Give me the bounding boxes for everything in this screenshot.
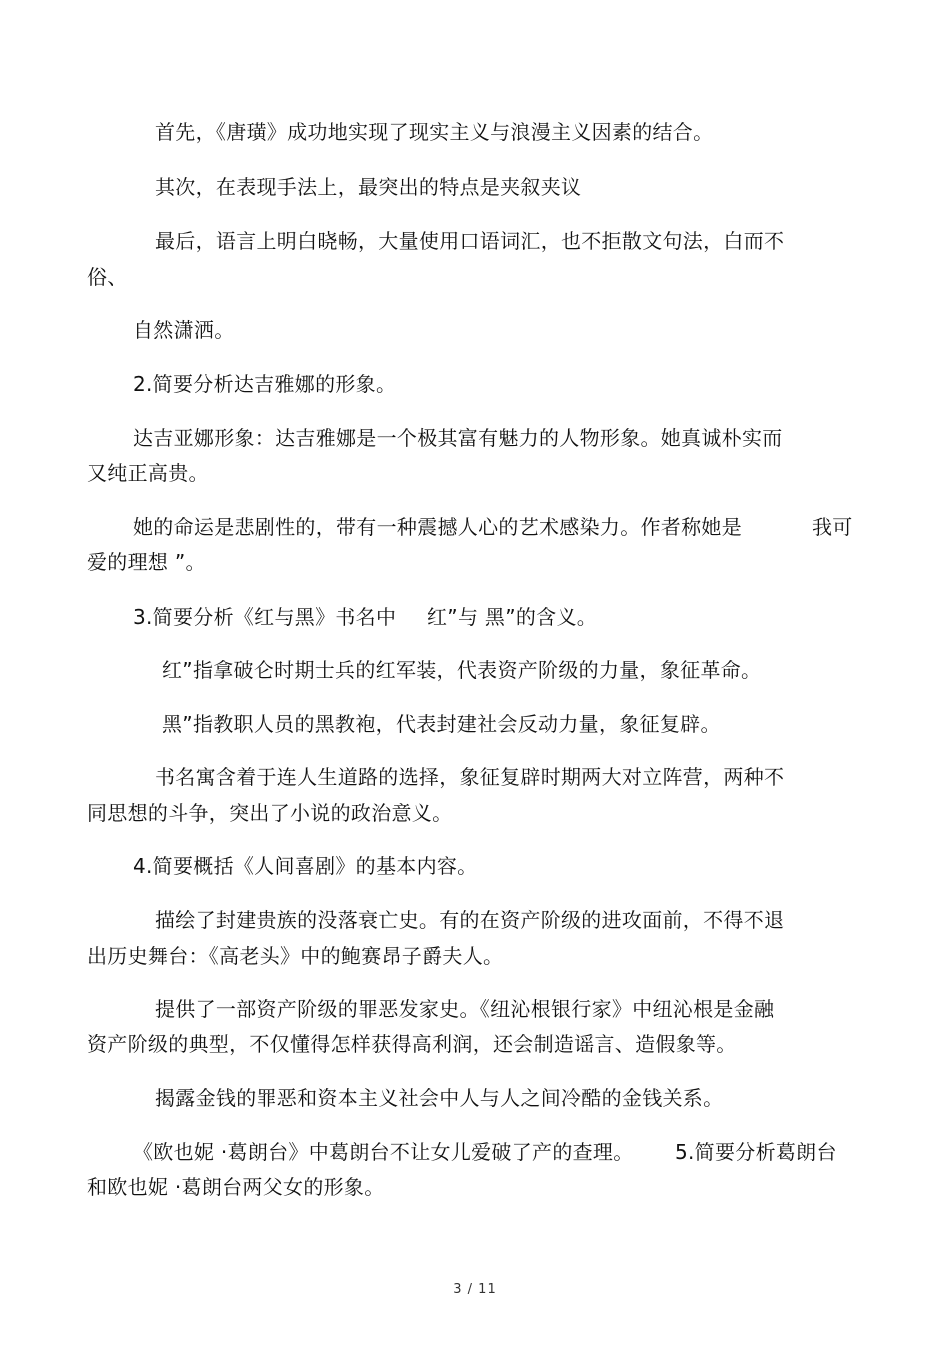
text-line: 出历史舞台：《高老头》中的鲍赛昂子爵夫人。 [87,944,504,968]
text-line: 我可 [812,515,853,539]
text-line: 红”指拿破仑时期士兵的红军装，代表资产阶级的力量，象征革命。 [162,658,762,682]
text-line: 又纯正高贵。 [87,461,209,485]
text-line: 提供了一部资产阶级的罪恶发家史。《纽沁根银行家》中纽沁根是金融 [155,997,775,1021]
text-line: 爱的理想 ”。 [87,550,206,574]
text-line: 资产阶级的典型，不仅懂得怎样获得高利润，还会制造谣言、造假象等。 [87,1032,737,1056]
text-line: 描绘了封建贵族的没落衰亡史。有的在资产阶级的进攻面前，不得不退 [155,908,785,932]
text-line: 俗、 [87,265,128,289]
text-line: 同思想的斗争，突出了小说的政治意义。 [87,801,453,825]
text-line: 其次，在表现手法上，最突出的特点是夹叙夹议 [155,175,582,199]
text-line: 黑”指教职人员的黑教袍，代表封建社会反动力量，象征复辟。 [162,712,721,736]
text-line: 自然潇洒。 [133,318,235,342]
page-number: 3 / 11 [453,1282,497,1297]
section-heading: 3.简要分析《红与黑》书名中 [133,605,397,629]
text-line: 《欧也妮 ·葛朗台》中葛朗台不让女儿爱破了产的查理。 [133,1140,634,1164]
text-line: 她的命运是悲剧性的，带有一种震撼人心的艺术感染力。作者称她是 [133,515,742,539]
text-line: 和欧也妮 ·葛朗台两父女的形象。 [87,1175,385,1199]
section-heading: 红”与 黑”的含义。 [427,605,598,629]
section-heading: 2.简要分析达吉雅娜的形象。 [133,372,397,396]
text-line: 书名寓含着于连人生道路的选择，象征复辟时期两大对立阵营，两种不 [155,765,785,789]
text-line: 揭露金钱的罪恶和资本主义社会中人与人之间冷酷的金钱关系。 [155,1086,724,1110]
text-line: 达吉亚娜形象：达吉雅娜是一个极其富有魅力的人物形象。她真诚朴实而 [133,426,783,450]
text-line: 最后，语言上明白晓畅，大量使用口语词汇，也不拒散文句法，白而不 [155,229,785,253]
text-line: 首先，《唐璜》成功地实现了现实主义与浪漫主义因素的结合。 [155,120,714,144]
section-heading: 5.简要分析葛朗台 [675,1140,837,1164]
section-heading: 4.简要概括《人间喜剧》的基本内容。 [133,854,478,878]
